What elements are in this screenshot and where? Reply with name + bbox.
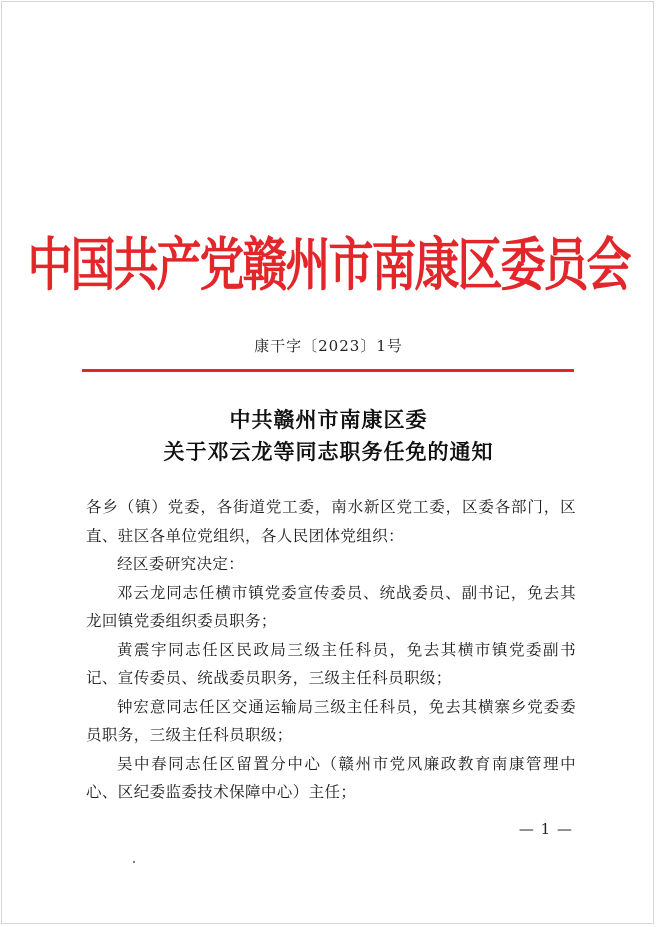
issuer-header: 中国共产党赣州市南康区委员会 xyxy=(27,230,630,299)
body-paragraph: 邓云龙同志任横市镇党委宣传委员、统战委员、副书记，免去其龙回镇党委组织委员职务； xyxy=(86,583,576,630)
body-paragraph: 黄震宇同志任区民政局三级主任科员，免去其横市镇党委副书记、宣传委员、统战委员职务，三级主任科员职级； xyxy=(86,640,576,687)
recipients-paragraph: 各乡（镇）党委，各街道党工委，南水新区党工委，区委各部门，区直、驻区各单位党组织，各人民团体党组织： xyxy=(86,498,576,545)
scan-speck xyxy=(133,861,135,863)
body-paragraph: 经区委研究决定： xyxy=(117,555,245,573)
red-divider-line xyxy=(82,369,574,372)
page-number: — 1 — xyxy=(518,820,573,838)
body-paragraph: 吴中春同志任区留置分中心（赣州市党风廉政教育南康管理中心、区纪委监委技术保障中心）主任； xyxy=(86,754,576,801)
document-number: 康干字〔2023〕1号 xyxy=(254,337,403,355)
document-body xyxy=(86,493,576,807)
document-title-line-1: 中共赣州市南康区委 xyxy=(229,407,428,432)
document-title-line-2: 关于邓云龙等同志职务任免的通知 xyxy=(163,439,494,464)
body-paragraph: 钟宏意同志任区交通运输局三级主任科员，免去其横寨乡党委委员职务，三级主任科员职级； xyxy=(86,697,576,744)
